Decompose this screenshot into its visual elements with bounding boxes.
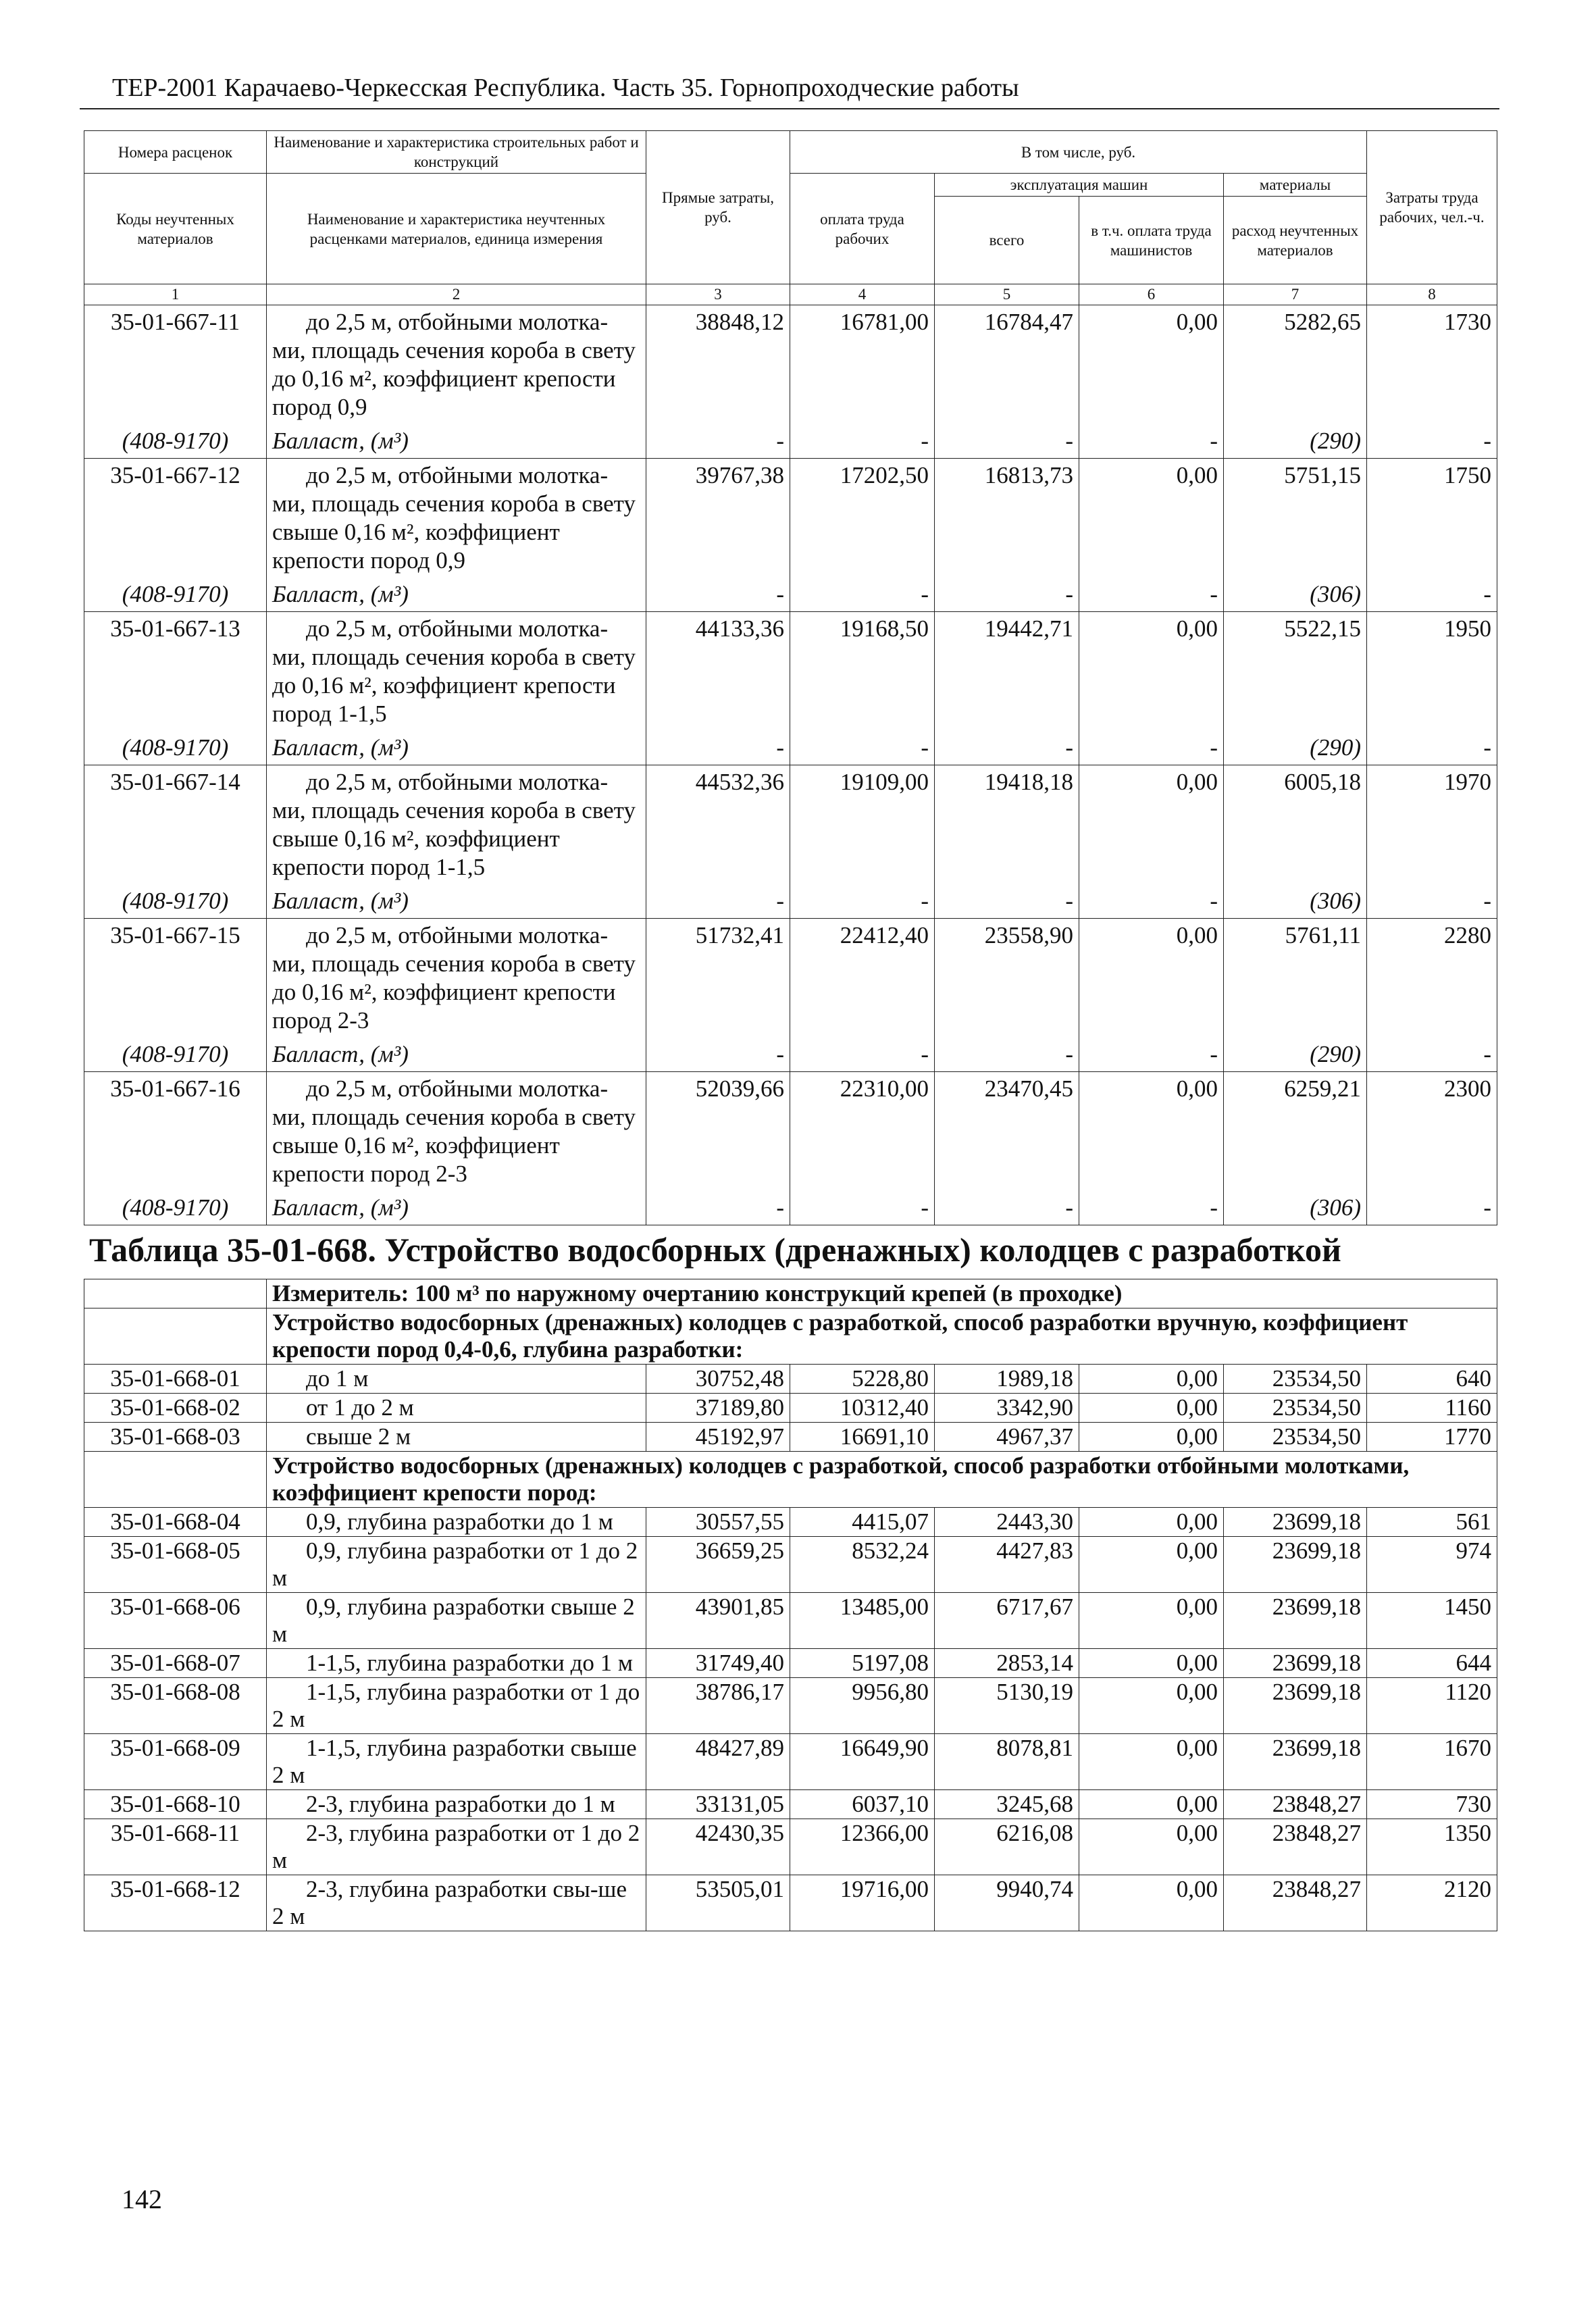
value-mat: 23848,27	[1224, 1875, 1367, 1931]
value-oper: 0,00	[1079, 1072, 1224, 1192]
material-row	[84, 731, 1497, 765]
material-dash: -	[1079, 578, 1224, 612]
material-dash: -	[646, 424, 790, 459]
value-mach: 3342,90	[935, 1394, 1079, 1423]
rate-code: 35-01-667-16	[84, 1072, 267, 1192]
value-mach: 3245,68	[935, 1790, 1079, 1819]
value-labor: 16781,00	[790, 305, 935, 425]
table-row	[84, 1423, 1497, 1452]
material-dash: -	[1079, 1038, 1224, 1072]
value-oper: 0,00	[1079, 1819, 1224, 1875]
material-code: (408-9170)	[84, 1191, 267, 1225]
value-hours: 2280	[1367, 919, 1497, 1038]
value-labor: 19109,00	[790, 765, 935, 885]
rate-description: 1-1,5, глубина разработки свыше 2 м	[267, 1734, 646, 1790]
value-direct: 30752,48	[646, 1365, 790, 1394]
rate-description: свыше 2 м	[267, 1423, 646, 1452]
value-mach: 1989,18	[935, 1365, 1079, 1394]
material-code: (408-9170)	[84, 578, 267, 612]
material-dash: -	[790, 884, 935, 919]
material-dash: -	[646, 884, 790, 919]
rate-description: 0,9, глубина разработки свыше 2 м	[267, 1593, 646, 1649]
value-labor: 17202,50	[790, 459, 935, 578]
table-row	[84, 305, 1497, 425]
value-hours: 1750	[1367, 459, 1497, 578]
value-hours: 2300	[1367, 1072, 1497, 1192]
column-numbers-row	[84, 284, 1497, 305]
hdr-incl: В том числе, руб.	[790, 131, 1367, 174]
rate-code: 35-01-668-05	[84, 1537, 267, 1593]
value-direct: 53505,01	[646, 1875, 790, 1931]
material-dash: -	[1079, 424, 1224, 459]
value-direct: 33131,05	[646, 1790, 790, 1819]
value-hours: 2120	[1367, 1875, 1497, 1931]
value-mach: 6717,67	[935, 1593, 1079, 1649]
rate-description: 2-3, глубина разработки до 1 м	[267, 1790, 646, 1819]
value-direct: 37189,80	[646, 1394, 790, 1423]
material-dash: -	[935, 731, 1079, 765]
col-num: 1	[84, 284, 267, 305]
value-mach: 4427,83	[935, 1537, 1079, 1593]
value-mat: 23699,18	[1224, 1593, 1367, 1649]
value-mat: 6005,18	[1224, 765, 1367, 885]
value-labor: 22412,40	[790, 919, 935, 1038]
rate-code: 35-01-668-02	[84, 1394, 267, 1423]
hdr-materials: материалы	[1224, 174, 1367, 197]
material-qty: (290)	[1224, 1038, 1367, 1072]
hdr-machines: эксплуатация машин	[935, 174, 1224, 197]
value-oper: 0,00	[1079, 1734, 1224, 1790]
value-direct: 36659,25	[646, 1537, 790, 1593]
value-oper: 0,00	[1079, 1423, 1224, 1452]
value-mach: 5130,19	[935, 1678, 1079, 1734]
table-row	[84, 1734, 1497, 1790]
hdr-codes-bottom: Коды неучтенных материалов	[84, 174, 267, 284]
page-number: 142	[122, 2184, 162, 2214]
rate-code: 35-01-668-09	[84, 1734, 267, 1790]
material-qty: (306)	[1224, 578, 1367, 612]
hdr-materials-unaccounted: расход неучтенных материалов	[1224, 197, 1367, 284]
value-oper: 0,00	[1079, 1537, 1224, 1593]
value-mach: 6216,08	[935, 1819, 1079, 1875]
rate-description: до 2,5 м, отбойными молотка-ми, площадь сечения короба в свету до 0,16 м², коэффициент крепости пород 1-1,5	[267, 612, 646, 732]
table-row	[84, 1365, 1497, 1394]
value-hours: 1730	[1367, 305, 1497, 425]
value-mach: 19418,18	[935, 765, 1079, 885]
value-labor: 16649,90	[790, 1734, 935, 1790]
value-oper: 0,00	[1079, 459, 1224, 578]
rate-description: 2-3, глубина разработки от 1 до 2 м	[267, 1819, 646, 1875]
value-labor: 13485,00	[790, 1593, 935, 1649]
table-row	[84, 1593, 1497, 1649]
value-direct: 43901,85	[646, 1593, 790, 1649]
value-direct: 31749,40	[646, 1649, 790, 1678]
value-mach: 16813,73	[935, 459, 1079, 578]
material-name: Балласт, (м³)	[267, 424, 646, 459]
value-oper: 0,00	[1079, 765, 1224, 885]
value-oper: 0,00	[1079, 1790, 1224, 1819]
rate-code: 35-01-668-10	[84, 1790, 267, 1819]
value-oper: 0,00	[1079, 1649, 1224, 1678]
material-dash: -	[790, 731, 935, 765]
table-667	[84, 130, 1497, 1225]
value-hours: 1950	[1367, 612, 1497, 732]
material-qty: (290)	[1224, 731, 1367, 765]
value-mat: 23699,18	[1224, 1508, 1367, 1537]
material-dash: -	[935, 578, 1079, 612]
rate-description: до 2,5 м, отбойными молотка-ми, площадь сечения короба в свету свыше 0,16 м², коэффициент крепости пород 0,9	[267, 459, 646, 578]
table-668-title: Таблица 35-01-668. Устройство водосборных (дренажных) колодцев с разработкой	[89, 1231, 1341, 1269]
table-row	[84, 1508, 1497, 1537]
value-mach: 2853,14	[935, 1649, 1079, 1678]
rate-description: до 2,5 м, отбойными молотка-ми, площадь сечения короба в свету до 0,16 м², коэффициент крепости пород 0,9	[267, 305, 646, 425]
table-row	[84, 1819, 1497, 1875]
table-row	[84, 1649, 1497, 1678]
value-mach: 8078,81	[935, 1734, 1079, 1790]
value-labor: 19168,50	[790, 612, 935, 732]
group-heading-blank	[84, 1308, 267, 1365]
value-labor: 19716,00	[790, 1875, 935, 1931]
value-hours: 1670	[1367, 1734, 1497, 1790]
rate-description: 2-3, глубина разработки свы-ше 2 м	[267, 1875, 646, 1931]
header-row-1	[84, 131, 1497, 174]
material-name: Балласт, (м³)	[267, 731, 646, 765]
value-labor: 5228,80	[790, 1365, 935, 1394]
material-dash: -	[1079, 731, 1224, 765]
table-row	[84, 1678, 1497, 1734]
material-name: Балласт, (м³)	[267, 884, 646, 919]
rate-code: 35-01-668-11	[84, 1819, 267, 1875]
material-dash: -	[646, 1191, 790, 1225]
table-row	[84, 1394, 1497, 1423]
table-row	[84, 1790, 1497, 1819]
value-direct: 44133,36	[646, 612, 790, 732]
rate-code: 35-01-667-13	[84, 612, 267, 732]
material-dash: -	[790, 1038, 935, 1072]
rate-description: до 2,5 м, отбойными молотка-ми, площадь сечения короба в свету свыше 0,16 м², коэффициент крепости пород 1-1,5	[267, 765, 646, 885]
measure-row	[84, 1279, 1497, 1308]
rate-code: 35-01-668-12	[84, 1875, 267, 1931]
material-code: (408-9170)	[84, 884, 267, 919]
value-direct: 38848,12	[646, 305, 790, 425]
rate-description: от 1 до 2 м	[267, 1394, 646, 1423]
rate-description: 0,9, глубина разработки от 1 до 2 м	[267, 1537, 646, 1593]
value-mat: 5751,15	[1224, 459, 1367, 578]
measure-row-blank	[84, 1279, 267, 1308]
rate-code: 35-01-668-07	[84, 1649, 267, 1678]
value-mat: 5522,15	[1224, 612, 1367, 732]
rate-code: 35-01-668-04	[84, 1508, 267, 1537]
value-hours: 1770	[1367, 1423, 1497, 1452]
rate-code: 35-01-668-06	[84, 1593, 267, 1649]
value-oper: 0,00	[1079, 1365, 1224, 1394]
value-mat: 23848,27	[1224, 1790, 1367, 1819]
value-hours: 730	[1367, 1790, 1497, 1819]
material-row	[84, 1191, 1497, 1225]
value-hours: 1450	[1367, 1593, 1497, 1649]
value-direct: 39767,38	[646, 459, 790, 578]
value-labor: 8532,24	[790, 1537, 935, 1593]
value-mat: 23699,18	[1224, 1734, 1367, 1790]
table-668	[84, 1279, 1497, 1931]
value-mat: 23699,18	[1224, 1649, 1367, 1678]
material-dash: -	[1367, 731, 1497, 765]
value-mat: 5282,65	[1224, 305, 1367, 425]
group-heading	[84, 1452, 1497, 1508]
value-mat: 6259,21	[1224, 1072, 1367, 1192]
value-oper: 0,00	[1079, 1508, 1224, 1537]
hdr-labor-hours: Затраты труда рабочих, чел.-ч.	[1367, 131, 1497, 284]
material-code: (408-9170)	[84, 731, 267, 765]
col-num: 5	[935, 284, 1079, 305]
material-dash: -	[935, 1038, 1079, 1072]
material-dash: -	[1367, 884, 1497, 919]
value-mach: 9940,74	[935, 1875, 1079, 1931]
rate-description: 1-1,5, глубина разработки до 1 м	[267, 1649, 646, 1678]
value-labor: 22310,00	[790, 1072, 935, 1192]
material-name: Балласт, (м³)	[267, 1038, 646, 1072]
table-667-body	[84, 305, 1497, 1225]
rate-description: до 2,5 м, отбойными молотка-ми, площадь сечения короба в свету свыше 0,16 м², коэффициент крепости пород 2-3	[267, 1072, 646, 1192]
value-oper: 0,00	[1079, 305, 1224, 425]
hdr-name-top: Наименование и характеристика строительных работ и конструкций	[267, 131, 646, 174]
value-direct: 44532,36	[646, 765, 790, 885]
header-rule	[80, 108, 1499, 109]
value-oper: 0,00	[1079, 919, 1224, 1038]
value-oper: 0,00	[1079, 1394, 1224, 1423]
material-code: (408-9170)	[84, 1038, 267, 1072]
material-dash: -	[790, 1191, 935, 1225]
value-direct: 48427,89	[646, 1734, 790, 1790]
value-hours: 561	[1367, 1508, 1497, 1537]
value-labor: 4415,07	[790, 1508, 935, 1537]
value-hours: 1350	[1367, 1819, 1497, 1875]
material-qty: (306)	[1224, 1191, 1367, 1225]
value-hours: 1120	[1367, 1678, 1497, 1734]
value-hours: 974	[1367, 1537, 1497, 1593]
table-row	[84, 765, 1497, 885]
value-hours: 640	[1367, 1365, 1497, 1394]
value-mat: 23848,27	[1224, 1819, 1367, 1875]
value-mach: 2443,30	[935, 1508, 1079, 1537]
material-name: Балласт, (м³)	[267, 1191, 646, 1225]
material-dash: -	[1367, 424, 1497, 459]
col-num: 7	[1224, 284, 1367, 305]
material-code: (408-9170)	[84, 424, 267, 459]
col-num: 4	[790, 284, 935, 305]
col-num: 3	[646, 284, 790, 305]
value-hours: 1970	[1367, 765, 1497, 885]
header-row-2	[84, 174, 1497, 197]
material-dash: -	[1367, 578, 1497, 612]
value-mach: 16784,47	[935, 305, 1079, 425]
value-mach: 19442,71	[935, 612, 1079, 732]
rate-description: до 1 м	[267, 1365, 646, 1394]
table-row	[84, 459, 1497, 578]
material-dash: -	[790, 424, 935, 459]
value-direct: 52039,66	[646, 1072, 790, 1192]
material-dash: -	[646, 578, 790, 612]
hdr-name-bottom: Наименование и характеристика неучтенных расценками материалов, единица измерения	[267, 174, 646, 284]
material-name: Балласт, (м³)	[267, 578, 646, 612]
rate-code: 35-01-668-08	[84, 1678, 267, 1734]
value-oper: 0,00	[1079, 1875, 1224, 1931]
material-qty: (306)	[1224, 884, 1367, 919]
value-labor: 12366,00	[790, 1819, 935, 1875]
col-num: 8	[1367, 284, 1497, 305]
group-heading	[84, 1308, 1497, 1365]
hdr-machines-total: всего	[935, 197, 1079, 284]
measure-row-text: Измеритель: 100 м³ по наружному очертанию конструкций крепей (в проходке)	[267, 1279, 1497, 1308]
col-num: 2	[267, 284, 646, 305]
value-oper: 0,00	[1079, 612, 1224, 732]
table-row	[84, 1537, 1497, 1593]
hdr-machines-operators: в т.ч. оплата труда машинистов	[1079, 197, 1224, 284]
rate-code: 35-01-667-15	[84, 919, 267, 1038]
running-head: ТЕР-2001 Карачаево-Черкесская Республика. Часть 35. Горнопроходческие работы	[112, 74, 1019, 102]
rate-description: 1-1,5, глубина разработки от 1 до 2 м	[267, 1678, 646, 1734]
material-dash: -	[646, 1038, 790, 1072]
value-direct: 42430,35	[646, 1819, 790, 1875]
value-direct: 38786,17	[646, 1678, 790, 1734]
rate-description: до 2,5 м, отбойными молотка-ми, площадь сечения короба в свету до 0,16 м², коэффициент крепости пород 2-3	[267, 919, 646, 1038]
hdr-direct: Прямые затраты, руб.	[646, 131, 790, 284]
value-labor: 10312,40	[790, 1394, 935, 1423]
material-row	[84, 578, 1497, 612]
value-mat: 23699,18	[1224, 1537, 1367, 1593]
material-dash: -	[935, 424, 1079, 459]
rate-code: 35-01-667-14	[84, 765, 267, 885]
material-dash: -	[1079, 884, 1224, 919]
hdr-labor-pay: оплата труда рабочих	[790, 174, 935, 284]
rate-code: 35-01-667-11	[84, 305, 267, 425]
material-dash: -	[790, 578, 935, 612]
value-direct: 30557,55	[646, 1508, 790, 1537]
material-dash: -	[1367, 1191, 1497, 1225]
value-mach: 4967,37	[935, 1423, 1079, 1452]
value-labor: 5197,08	[790, 1649, 935, 1678]
value-mat: 23534,50	[1224, 1394, 1367, 1423]
group-heading-text: Устройство водосборных (дренажных) колодцев с разработкой, способ разработки отбойными молотками, коэффициент крепости пород:	[267, 1452, 1497, 1508]
value-hours: 644	[1367, 1649, 1497, 1678]
value-mat: 5761,11	[1224, 919, 1367, 1038]
value-labor: 9956,80	[790, 1678, 935, 1734]
table-row	[84, 919, 1497, 1038]
material-dash: -	[935, 1191, 1079, 1225]
table-row	[84, 1072, 1497, 1192]
material-qty: (290)	[1224, 424, 1367, 459]
value-mat: 23699,18	[1224, 1678, 1367, 1734]
table-row	[84, 1875, 1497, 1931]
hdr-codes-top: Номера расценок	[84, 131, 267, 174]
rate-description: 0,9, глубина разработки до 1 м	[267, 1508, 646, 1537]
material-row	[84, 1038, 1497, 1072]
material-dash: -	[935, 884, 1079, 919]
material-row	[84, 884, 1497, 919]
value-mat: 23534,50	[1224, 1423, 1367, 1452]
value-mat: 23534,50	[1224, 1365, 1367, 1394]
value-labor: 16691,10	[790, 1423, 935, 1452]
value-mach: 23470,45	[935, 1072, 1079, 1192]
value-mach: 23558,90	[935, 919, 1079, 1038]
value-oper: 0,00	[1079, 1678, 1224, 1734]
material-dash: -	[1367, 1038, 1497, 1072]
value-hours: 1160	[1367, 1394, 1497, 1423]
value-direct: 51732,41	[646, 919, 790, 1038]
value-direct: 45192,97	[646, 1423, 790, 1452]
col-num: 6	[1079, 284, 1224, 305]
group-heading-text: Устройство водосборных (дренажных) колодцев с разработкой, способ разработки вручную, коэффициент крепости пород 0,4-0,6, глубина разработки:	[267, 1308, 1497, 1365]
rate-code: 35-01-668-01	[84, 1365, 267, 1394]
group-heading-blank	[84, 1452, 267, 1508]
material-row	[84, 424, 1497, 459]
rate-code: 35-01-667-12	[84, 459, 267, 578]
material-dash: -	[646, 731, 790, 765]
material-dash: -	[1079, 1191, 1224, 1225]
value-labor: 6037,10	[790, 1790, 935, 1819]
rate-code: 35-01-668-03	[84, 1423, 267, 1452]
table-668-body	[84, 1279, 1497, 1931]
value-oper: 0,00	[1079, 1593, 1224, 1649]
table-row	[84, 612, 1497, 732]
